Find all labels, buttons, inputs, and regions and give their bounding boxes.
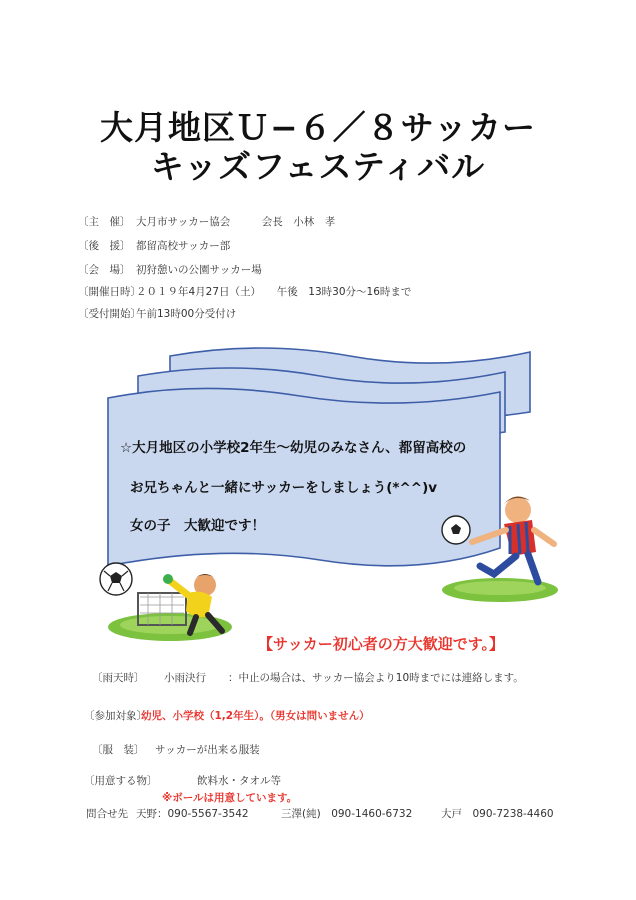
eligibility-label: 〔参加対象〕 [84,710,147,722]
venue-value: 初狩憩いの公園サッカー場 [136,264,262,276]
attire-value: サッカーが出来る服装 [155,744,260,756]
organizer-value: 大月市サッカー協会 会長 小林 孝 [136,216,336,228]
rain-note: ：中止の場合は、サッカー協会より10時までには連絡します。 [228,672,524,684]
eligibility-value: 幼児、小学校（1,2年生）。（男女は問いません） [141,710,370,722]
contact-row [86,806,586,822]
rain-value: 小雨決行 [164,672,206,684]
date-value: ２０１９年4月27日（土） 午後 13時30分〜16時まで [136,286,412,298]
bring-label: 〔用意する物〕 [84,775,158,787]
kicking-boy-illustration [432,490,562,605]
page-title-line2: キッズフェスティバル [150,147,486,186]
bring-value: 飲料水・タオル等 [197,775,281,787]
attire-label: 〔服 装〕 [92,744,145,756]
banner-line1: ☆大月地区の小学校2年生〜幼児のみなさん、都留高校の [120,440,467,456]
bring-note: ※ボールは用意しています。 [162,792,298,804]
sponsor-label: 〔後 援〕 [78,240,131,252]
goalkeeper-illustration [90,535,250,645]
contact-oto: 大戸 090-7238-4460 [441,808,554,820]
organizer-label: 〔主 催〕 [78,216,131,228]
sponsor-value: 都留高校サッカー部 [136,240,231,252]
soccer-ball-icon [100,563,132,595]
contact-amano: 天野：090-5567-3542 [136,808,249,820]
reception-value: 午前13時00分受付け [136,308,237,320]
banner-line3: 女の子 大歓迎です！ [130,518,265,534]
banner-line2: お兄ちゃんと一緒にサッカーをしましょう(*^^)v [130,480,438,496]
beginner-welcome: 【サッカー初心者の方大歓迎です。】 [258,635,505,653]
venue-label: 〔会 場〕 [78,264,131,276]
rain-label: 〔雨天時〕 [92,672,145,684]
contact-label: 問合せ先 [86,808,128,820]
contact-misawa: 三澤(純) 090-1460-6732 [281,808,413,820]
page-title-line1: 大月地区Ｕ−６／８サッカー [100,108,536,147]
date-label: 〔開催日時〕 [78,286,141,298]
reception-label: 〔受付開始〕 [78,308,141,320]
